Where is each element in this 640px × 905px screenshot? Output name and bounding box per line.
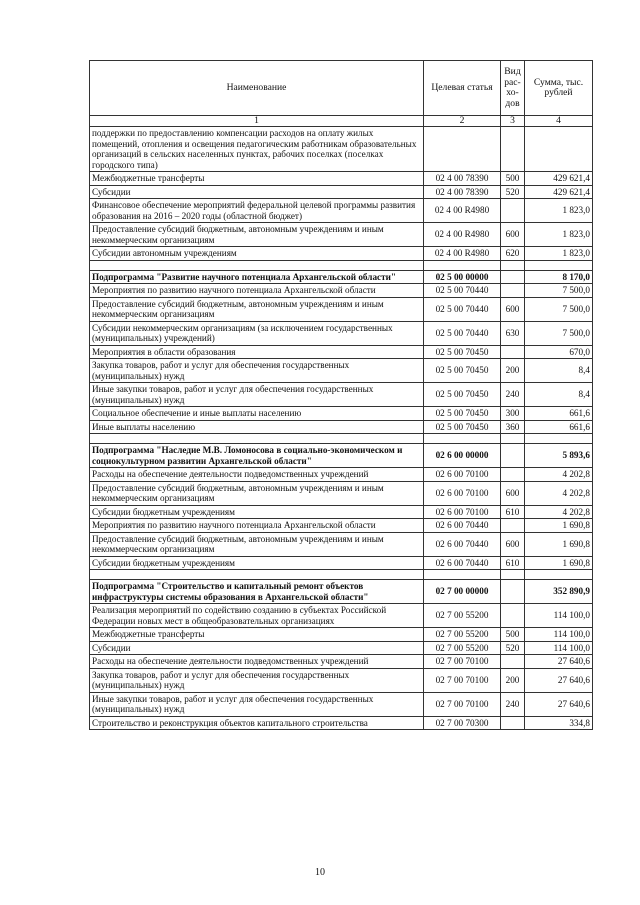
expense-type-cell: 600 — [501, 481, 525, 505]
spacer-cell — [90, 570, 424, 580]
code-cell: 02 7 00 70100 — [424, 692, 501, 716]
expense-type-cell — [501, 468, 525, 482]
table-row — [90, 716, 593, 730]
table-row — [90, 223, 593, 247]
sum-cell: 114 100,0 — [525, 628, 593, 642]
code-cell: 02 4 00 78390 — [424, 172, 501, 186]
sum-cell: 1 690,8 — [525, 556, 593, 570]
code-cell: 02 5 00 70440 — [424, 284, 501, 298]
header-type: Вид рас-хо-дов — [501, 61, 525, 116]
sum-cell: 27 640,6 — [525, 668, 593, 692]
sum-cell: 1 690,8 — [525, 519, 593, 533]
name-cell: Субсидии бюджетным учреждениям — [90, 505, 424, 519]
spacer-cell — [424, 570, 501, 580]
spacer-cell — [501, 570, 525, 580]
code-cell: 02 5 00 00000 — [424, 270, 501, 284]
sum-cell: 8,4 — [525, 383, 593, 407]
code-cell: 02 4 00 78390 — [424, 185, 501, 199]
code-cell: 02 6 00 70440 — [424, 519, 501, 533]
sum-cell: 4 202,8 — [525, 481, 593, 505]
table-row — [90, 556, 593, 570]
sum-cell: 429 621,4 — [525, 172, 593, 186]
table-row — [90, 284, 593, 298]
code-cell — [424, 127, 501, 172]
table-row — [90, 655, 593, 669]
table-row — [90, 247, 593, 261]
code-cell: 02 6 00 70100 — [424, 505, 501, 519]
name-cell: Межбюджетные трансферты — [90, 628, 424, 642]
code-cell: 02 7 00 00000 — [424, 580, 501, 604]
name-cell: Мероприятия по развитию научного потенциала Архангельской области — [90, 284, 424, 298]
name-cell: Подпрограмма "Наследие М.В. Ломоносова в социально-экономическом и социокультурном развитии Архангельской области" — [90, 444, 424, 468]
sum-cell — [525, 127, 593, 172]
expense-type-cell — [501, 199, 525, 223]
sum-cell: 4 202,8 — [525, 505, 593, 519]
expense-type-cell — [501, 270, 525, 284]
code-cell: 02 4 00 R4980 — [424, 247, 501, 261]
code-cell: 02 6 00 70100 — [424, 481, 501, 505]
name-cell: Реализация мероприятий по содействию созданию в субъектах Российской Федерации новых мест в общеобразовательных организациях — [90, 604, 424, 628]
spacer-row — [90, 260, 593, 270]
name-cell: Социальное обеспечение и иные выплаты населению — [90, 407, 424, 421]
subprogram-row — [90, 580, 593, 604]
code-cell: 02 6 00 70100 — [424, 468, 501, 482]
expense-type-cell: 500 — [501, 628, 525, 642]
name-cell: Предоставление субсидий бюджетным, автономным учреждениям и иным некоммерческим организациям — [90, 297, 424, 321]
table-row — [90, 532, 593, 556]
table-row — [90, 127, 593, 172]
name-cell: Субсидии бюджетным учреждениям — [90, 556, 424, 570]
table-row — [90, 692, 593, 716]
table-row — [90, 628, 593, 642]
expense-type-cell — [501, 604, 525, 628]
code-cell: 02 5 00 70450 — [424, 420, 501, 434]
code-cell: 02 5 00 70440 — [424, 297, 501, 321]
name-cell: Предоставление субсидий бюджетным, автономным учреждениям и иным некоммерческим организациям — [90, 481, 424, 505]
table-body — [90, 127, 593, 730]
expense-type-cell: 240 — [501, 383, 525, 407]
spacer-cell — [525, 260, 593, 270]
sum-cell: 7 500,0 — [525, 284, 593, 298]
expense-type-cell — [501, 716, 525, 730]
name-cell: Расходы на обеспечение деятельности подведомственных учреждений — [90, 468, 424, 482]
spacer-cell — [501, 434, 525, 444]
sum-cell: 334,8 — [525, 716, 593, 730]
expense-type-cell: 600 — [501, 297, 525, 321]
code-cell: 02 7 00 70300 — [424, 716, 501, 730]
expense-type-cell: 620 — [501, 247, 525, 261]
table-row — [90, 297, 593, 321]
sum-cell: 429 621,4 — [525, 185, 593, 199]
sum-cell: 352 890,9 — [525, 580, 593, 604]
code-cell: 02 5 00 70450 — [424, 383, 501, 407]
sum-cell: 4 202,8 — [525, 468, 593, 482]
header-code: Целевая статья — [424, 61, 501, 116]
column-number-row — [90, 116, 593, 127]
table-row — [90, 321, 593, 345]
sum-cell: 114 100,0 — [525, 641, 593, 655]
expense-type-cell — [501, 127, 525, 172]
code-cell: 02 6 00 70440 — [424, 532, 501, 556]
code-cell: 02 6 00 70440 — [424, 556, 501, 570]
table-row — [90, 420, 593, 434]
column-number: 2 — [424, 116, 501, 127]
name-cell: Иные закупки товаров, работ и услуг для обеспечения государственных (муниципальных) нужд — [90, 692, 424, 716]
expense-type-cell: 300 — [501, 407, 525, 421]
sum-cell: 1 823,0 — [525, 247, 593, 261]
table-row — [90, 383, 593, 407]
name-cell: Иные закупки товаров, работ и услуг для обеспечения государственных (муниципальных) нужд — [90, 383, 424, 407]
expense-type-cell: 520 — [501, 185, 525, 199]
expense-type-cell — [501, 655, 525, 669]
spacer-cell — [525, 570, 593, 580]
table-header — [90, 61, 593, 127]
header-sum: Сумма, тыс. рублей — [525, 61, 593, 116]
sum-cell: 1 823,0 — [525, 223, 593, 247]
expense-type-cell — [501, 284, 525, 298]
sum-cell: 661,6 — [525, 420, 593, 434]
page-number: 10 — [315, 867, 325, 878]
spacer-cell — [90, 434, 424, 444]
sum-cell: 27 640,6 — [525, 655, 593, 669]
expense-type-cell: 630 — [501, 321, 525, 345]
name-cell: Закупка товаров, работ и услуг для обеспечения государственных (муниципальных) нужд — [90, 668, 424, 692]
table-row — [90, 668, 593, 692]
code-cell: 02 4 00 R4980 — [424, 223, 501, 247]
table-row — [90, 407, 593, 421]
expense-type-cell: 200 — [501, 668, 525, 692]
spacer-cell — [424, 434, 501, 444]
sum-cell: 5 893,6 — [525, 444, 593, 468]
name-cell: Предоставление субсидий бюджетным, автономным учреждениям и иным некоммерческим организациям — [90, 532, 424, 556]
table-row — [90, 359, 593, 383]
table-row — [90, 172, 593, 186]
table-row — [90, 481, 593, 505]
code-cell: 02 7 00 55200 — [424, 604, 501, 628]
name-cell: Подпрограмма "Развитие научного потенциала Архангельской области" — [90, 270, 424, 284]
expense-type-cell: 610 — [501, 556, 525, 570]
name-cell: Мероприятия по развитию научного потенциала Архангельской области — [90, 519, 424, 533]
table-row — [90, 519, 593, 533]
sum-cell: 8,4 — [525, 359, 593, 383]
spacer-row — [90, 570, 593, 580]
spacer-cell — [501, 260, 525, 270]
expense-type-cell: 360 — [501, 420, 525, 434]
name-cell: Расходы на обеспечение деятельности подведомственных учреждений — [90, 655, 424, 669]
expense-type-cell — [501, 345, 525, 359]
subprogram-row — [90, 444, 593, 468]
name-cell: поддержки по предоставлению компенсации расходов на оплату жилых помещений, отопления и освещения педагогическим работникам образовательных организаций в сельских населенных пунктах, рабочих поселках (поселках городского типа) — [90, 127, 424, 172]
table-row — [90, 641, 593, 655]
expense-type-cell — [501, 580, 525, 604]
sum-cell: 27 640,6 — [525, 692, 593, 716]
expense-type-cell: 520 — [501, 641, 525, 655]
table-row — [90, 199, 593, 223]
name-cell: Субсидии некоммерческим организациям (за исключением государственных (муниципальных) учреждений) — [90, 321, 424, 345]
name-cell: Межбюджетные трансферты — [90, 172, 424, 186]
sum-cell: 7 500,0 — [525, 297, 593, 321]
header-row — [90, 61, 593, 116]
column-number: 4 — [525, 116, 593, 127]
table-row — [90, 468, 593, 482]
name-cell: Предоставление субсидий бюджетным, автономным учреждениям и иным некоммерческим организациям — [90, 223, 424, 247]
code-cell: 02 6 00 00000 — [424, 444, 501, 468]
column-number: 1 — [90, 116, 424, 127]
code-cell: 02 5 00 70450 — [424, 407, 501, 421]
spacer-cell — [90, 260, 424, 270]
sum-cell: 7 500,0 — [525, 321, 593, 345]
name-cell: Строительство и реконструкция объектов капитального строительства — [90, 716, 424, 730]
name-cell: Субсидии автономным учреждениям — [90, 247, 424, 261]
sum-cell: 1 823,0 — [525, 199, 593, 223]
spacer-row — [90, 434, 593, 444]
expense-type-cell: 200 — [501, 359, 525, 383]
spacer-cell — [525, 434, 593, 444]
spacer-cell — [424, 260, 501, 270]
subprogram-row — [90, 270, 593, 284]
expense-type-cell — [501, 519, 525, 533]
sum-cell: 8 170,0 — [525, 270, 593, 284]
expense-type-cell: 240 — [501, 692, 525, 716]
budget-table — [89, 60, 593, 730]
sum-cell: 1 690,8 — [525, 532, 593, 556]
sum-cell: 661,6 — [525, 407, 593, 421]
table-row — [90, 185, 593, 199]
expense-type-cell: 600 — [501, 532, 525, 556]
sum-cell: 114 100,0 — [525, 604, 593, 628]
name-cell: Подпрограмма "Строительство и капитальный ремонт объектов инфраструктуры системы образования в Архангельской области" — [90, 580, 424, 604]
code-cell: 02 7 00 70100 — [424, 668, 501, 692]
expense-type-cell — [501, 444, 525, 468]
name-cell: Финансовое обеспечение мероприятий федеральной целевой программы развития образования на 2016 – 2020 годы (областной бюджет) — [90, 199, 424, 223]
name-cell: Субсидии — [90, 641, 424, 655]
code-cell: 02 7 00 55200 — [424, 628, 501, 642]
expense-type-cell: 610 — [501, 505, 525, 519]
code-cell: 02 7 00 70100 — [424, 655, 501, 669]
table-row — [90, 604, 593, 628]
code-cell: 02 5 00 70450 — [424, 345, 501, 359]
code-cell: 02 7 00 55200 — [424, 641, 501, 655]
name-cell: Закупка товаров, работ и услуг для обеспечения государственных (муниципальных) нужд — [90, 359, 424, 383]
code-cell: 02 5 00 70440 — [424, 321, 501, 345]
name-cell: Субсидии — [90, 185, 424, 199]
name-cell: Мероприятия в области образования — [90, 345, 424, 359]
expense-type-cell: 600 — [501, 223, 525, 247]
column-number: 3 — [501, 116, 525, 127]
header-name: Наименование — [90, 61, 424, 116]
table-row — [90, 345, 593, 359]
code-cell: 02 4 00 R4980 — [424, 199, 501, 223]
code-cell: 02 5 00 70450 — [424, 359, 501, 383]
sum-cell: 670,0 — [525, 345, 593, 359]
name-cell: Иные выплаты населению — [90, 420, 424, 434]
table-row — [90, 505, 593, 519]
expense-type-cell: 500 — [501, 172, 525, 186]
